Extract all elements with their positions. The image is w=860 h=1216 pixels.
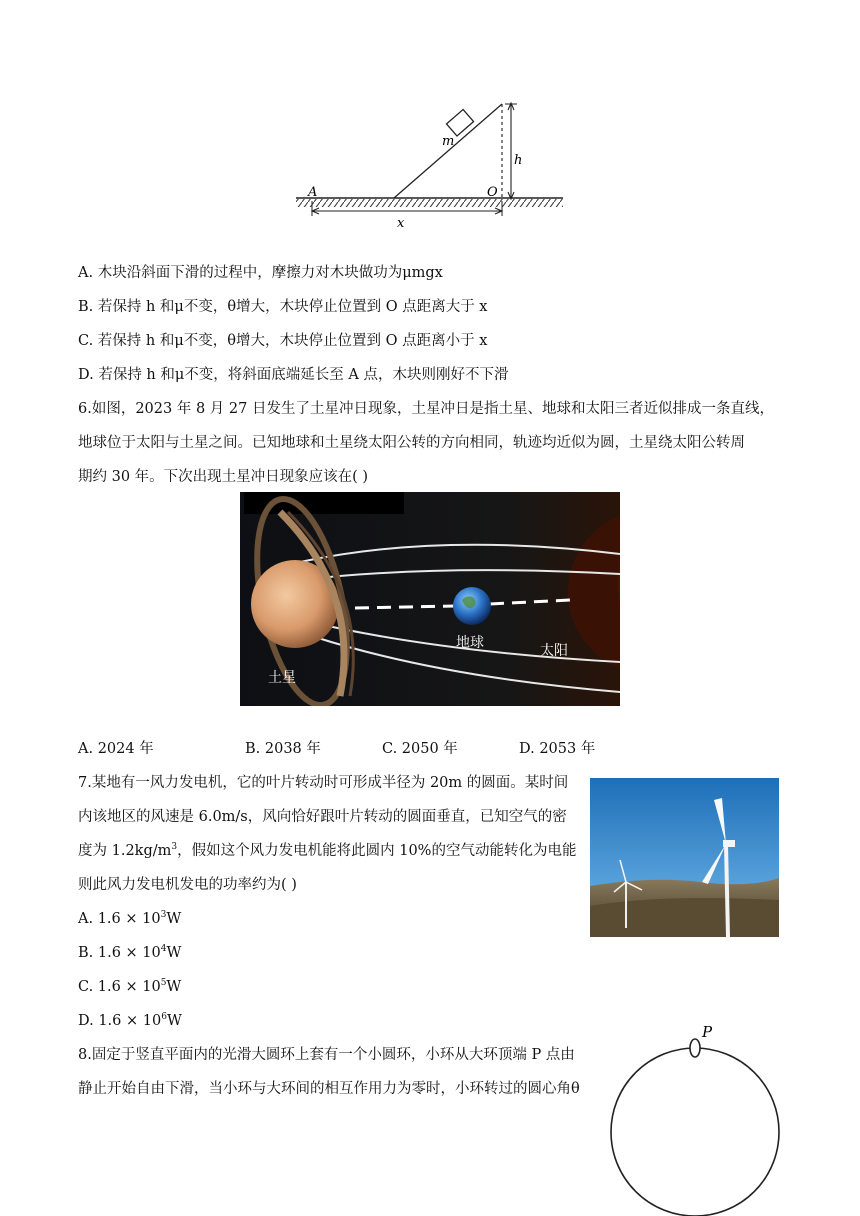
- label-O: O: [487, 185, 498, 200]
- q6-option-b: B. 2038 年: [245, 741, 321, 757]
- small-ring: [690, 1039, 700, 1057]
- turbine-tower: [726, 844, 728, 937]
- label-x: x: [397, 216, 405, 231]
- q6-option-a: A. 2024 年: [78, 741, 154, 757]
- q6-option-c: C. 2050 年: [382, 741, 458, 757]
- q7-stem-line-4: 则此风力发电机发电的功率约为( ): [78, 877, 297, 893]
- label-P: P: [702, 1023, 713, 1041]
- label-A: A: [308, 185, 318, 200]
- q6-stem-line-1: 6.如图，2023 年 8 月 27 日发生了土星冲日现象，土星冲日是指土星、地球和太阳三者近似排成一条直线，: [78, 401, 774, 417]
- q7-option-d: D. $1.6 \times 10^6W$: [78, 1012, 182, 1029]
- q7-option-a: A. $1.6 \times 10^3W$: [78, 910, 182, 927]
- label-earth: 地球: [456, 635, 484, 651]
- label-m: m: [442, 134, 455, 149]
- label-h: h: [514, 153, 523, 168]
- q6-stem-line-2: 地球位于太阳与土星之间。已知地球和土星绕太阳公转的方向相同，轨迹均近似为圆，土星绕太阳公转周: [78, 435, 745, 451]
- wind-turbine-image: [590, 778, 779, 937]
- label-sun: 太阳: [540, 643, 568, 659]
- large-ring: [611, 1048, 779, 1216]
- q7-stem-line-3: 度为 $1.2kg/m^3$，假如这个风力发电机能将此圆内 10%的空气动能转化为电能: [78, 842, 577, 859]
- q7-option-b: B. $1.6 \times 10^4W$: [78, 944, 182, 961]
- saturn-opposition-image: [240, 492, 620, 706]
- q6-option-d: D. 2053 年: [519, 741, 596, 757]
- q7-stem-line-2: 内该地区的风速是 6.0m/s，风向恰好跟叶片转动的圆面垂直，已知空气的密: [78, 809, 567, 825]
- q7-option-c: C. $1.6 \times 10^5W$: [78, 978, 182, 995]
- q5-option-d: D. 若保持 h 和μ不变，将斜面底端延长至 A 点，木块则刚好不下滑: [78, 367, 509, 383]
- ground-hatching: [296, 199, 563, 207]
- q5-option-c: C. 若保持 h 和μ不变，θ增大，木块停止位置到 O 点距离小于 x: [78, 333, 488, 349]
- q8-stem-line-1: 8.固定于竖直平面内的光滑大圆环上套有一个小圆环，小环从大环顶端 P 点由: [78, 1047, 575, 1063]
- incline-surface: [394, 104, 502, 198]
- incline-diagram: [290, 98, 575, 233]
- q5-option-b: B. 若保持 h 和μ不变，θ增大，木块停止位置到 O 点距离大于 x: [78, 299, 488, 315]
- ring-diagram: [605, 1020, 785, 1216]
- label-saturn: 土星: [268, 670, 296, 686]
- q6-stem-line-3: 期约 30 年。下次出现土星冲日现象应该在( ): [78, 469, 369, 485]
- q5-option-a: A. 木块沿斜面下滑的过程中，摩擦力对木块做功为μmgx: [78, 265, 443, 281]
- q8-stem-line-2: 静止开始自由下滑，当小环与大环间的相互作用力为零时，小环转过的圆心角θ: [78, 1081, 580, 1097]
- q7-stem-line-1: 7.某地有一风力发电机，它的叶片转动时可形成半径为 20m 的圆面。某时间: [78, 775, 569, 791]
